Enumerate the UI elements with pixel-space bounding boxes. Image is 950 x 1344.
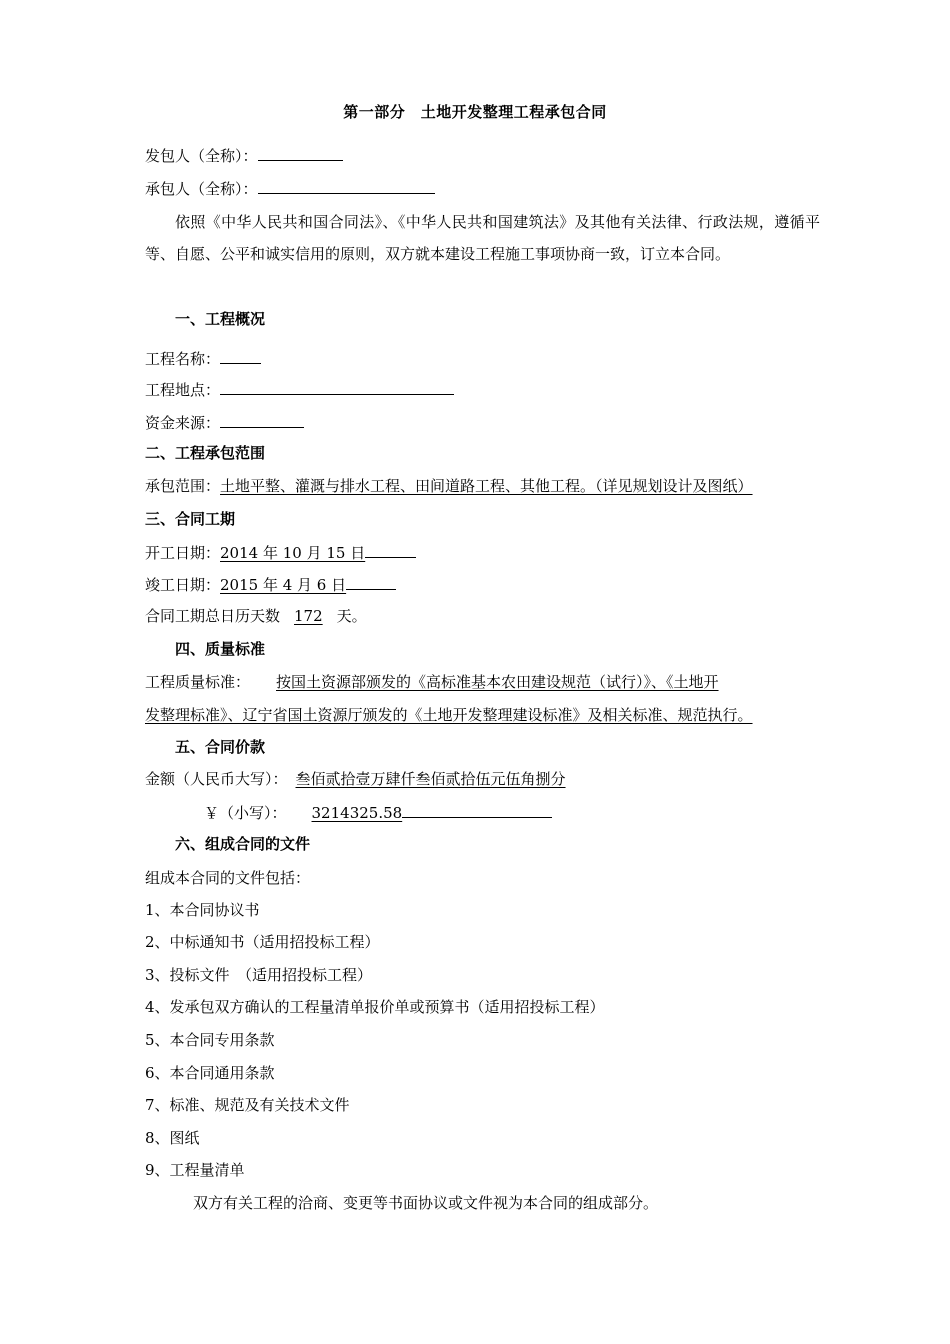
- project-name-label: 工程名称：: [145, 350, 221, 368]
- project-name-blank: [220, 347, 261, 364]
- amount-label: 金额（人民币大写）：: [145, 770, 288, 788]
- amount-small-label: ￥（小写）：: [204, 804, 287, 822]
- end-date-line: [145, 573, 396, 596]
- quality-line-1: [145, 671, 719, 693]
- employer-label: 发包人（全称）：: [145, 147, 258, 165]
- amount-small-value: 3214325.58: [311, 804, 403, 822]
- contractor-label: 承包人（全称）：: [145, 180, 258, 198]
- quality-label: 工程质量标准：: [145, 673, 251, 691]
- documents-intro: 组成本合同的文件包括：: [145, 869, 311, 887]
- scope-line: [145, 475, 753, 497]
- quality-value-2: 发整理标准》、辽宁省国土资源厅颁发的《土地开发整理建设标准》及相关标准、规范执行。: [145, 706, 753, 724]
- documents-list-item: 1、本合同协议书: [145, 901, 260, 919]
- scope-value: 土地平整、灌溉与排水工程、田间道路工程、其他工程。（详见规划设计及图纸）: [220, 477, 753, 495]
- intro-paragraph: 依照《中华人民共和国合同法》、《中华人民共和国建筑法》及其他有关法律、行政法规，遵循平等、自愿、公平和诚实信用的原则，双方就本建设工程施工事项协商一致，订立本合同。: [145, 213, 820, 263]
- funding-line: [145, 411, 304, 434]
- document-title: 第一部分 土地开发整理工程承包合同: [343, 103, 607, 121]
- start-date-line: [145, 541, 416, 564]
- project-location-label: 工程地点：: [145, 381, 221, 399]
- employer-line: [145, 144, 343, 167]
- funding-label: 资金来源：: [145, 414, 221, 432]
- documents-list-item: 3、投标文件 （适用招投标工程）: [145, 966, 373, 984]
- section2-heading: 二、工程承包范围: [145, 444, 266, 462]
- amount-value: 叁佰贰拾壹万肆仟叁佰贰拾伍元伍角捌分: [295, 770, 566, 788]
- total-days-value: 172: [294, 607, 323, 625]
- end-date-blank: [346, 573, 396, 590]
- section1-heading: 一、工程概况: [175, 310, 266, 328]
- documents-list-item: 9、工程量清单: [145, 1161, 245, 1179]
- start-date-label: 开工日期：: [145, 544, 221, 562]
- section3-heading: 三、合同工期: [145, 510, 236, 528]
- documents-list-item: 5、本合同专用条款: [145, 1031, 275, 1049]
- documents-list-item: 8、图纸: [145, 1129, 200, 1147]
- amount-small-line: [204, 801, 552, 824]
- project-name-line: [145, 347, 261, 370]
- section6-heading: 六、组成合同的文件: [175, 835, 311, 853]
- total-days-prefix: 合同工期总日历天数: [145, 607, 281, 625]
- section5-heading: 五、合同价款: [175, 738, 266, 756]
- documents-list-item: 6、本合同通用条款: [145, 1064, 275, 1082]
- section4-heading: 四、质量标准: [175, 640, 266, 658]
- end-date-value: 2015 年 4 月 6 日: [220, 576, 347, 594]
- funding-blank: [220, 411, 304, 428]
- total-days-line: [145, 605, 367, 627]
- contractor-line: [145, 177, 435, 200]
- project-location-blank: [220, 378, 454, 395]
- employer-blank: [258, 144, 343, 161]
- documents-list-item: 7、标准、规范及有关技术文件: [145, 1096, 350, 1114]
- closing-paragraph: 双方有关工程的洽商、变更等书面协议或文件视为本合同的组成部分。: [193, 1194, 659, 1212]
- scope-label: 承包范围：: [145, 477, 221, 495]
- documents-list-item: 2、中标通知书（适用招投标工程）: [145, 933, 380, 951]
- quality-line-2: [145, 704, 753, 726]
- amount-small-blank: [402, 801, 552, 818]
- start-date-blank: [365, 541, 416, 558]
- start-date-value: 2014 年 10 月 15 日: [220, 544, 366, 562]
- total-days-suffix: 天。: [336, 607, 367, 625]
- project-location-line: [145, 378, 454, 401]
- amount-line: [145, 768, 568, 790]
- contractor-blank: [258, 177, 435, 194]
- documents-list-item: 4、发承包双方确认的工程量清单报价单或预算书（适用招投标工程）: [145, 998, 605, 1016]
- quality-value-1: 按国土资源部颁发的《高标准基本农田建设规范（试行）》、《土地开: [276, 673, 719, 691]
- end-date-label: 竣工日期：: [145, 576, 221, 594]
